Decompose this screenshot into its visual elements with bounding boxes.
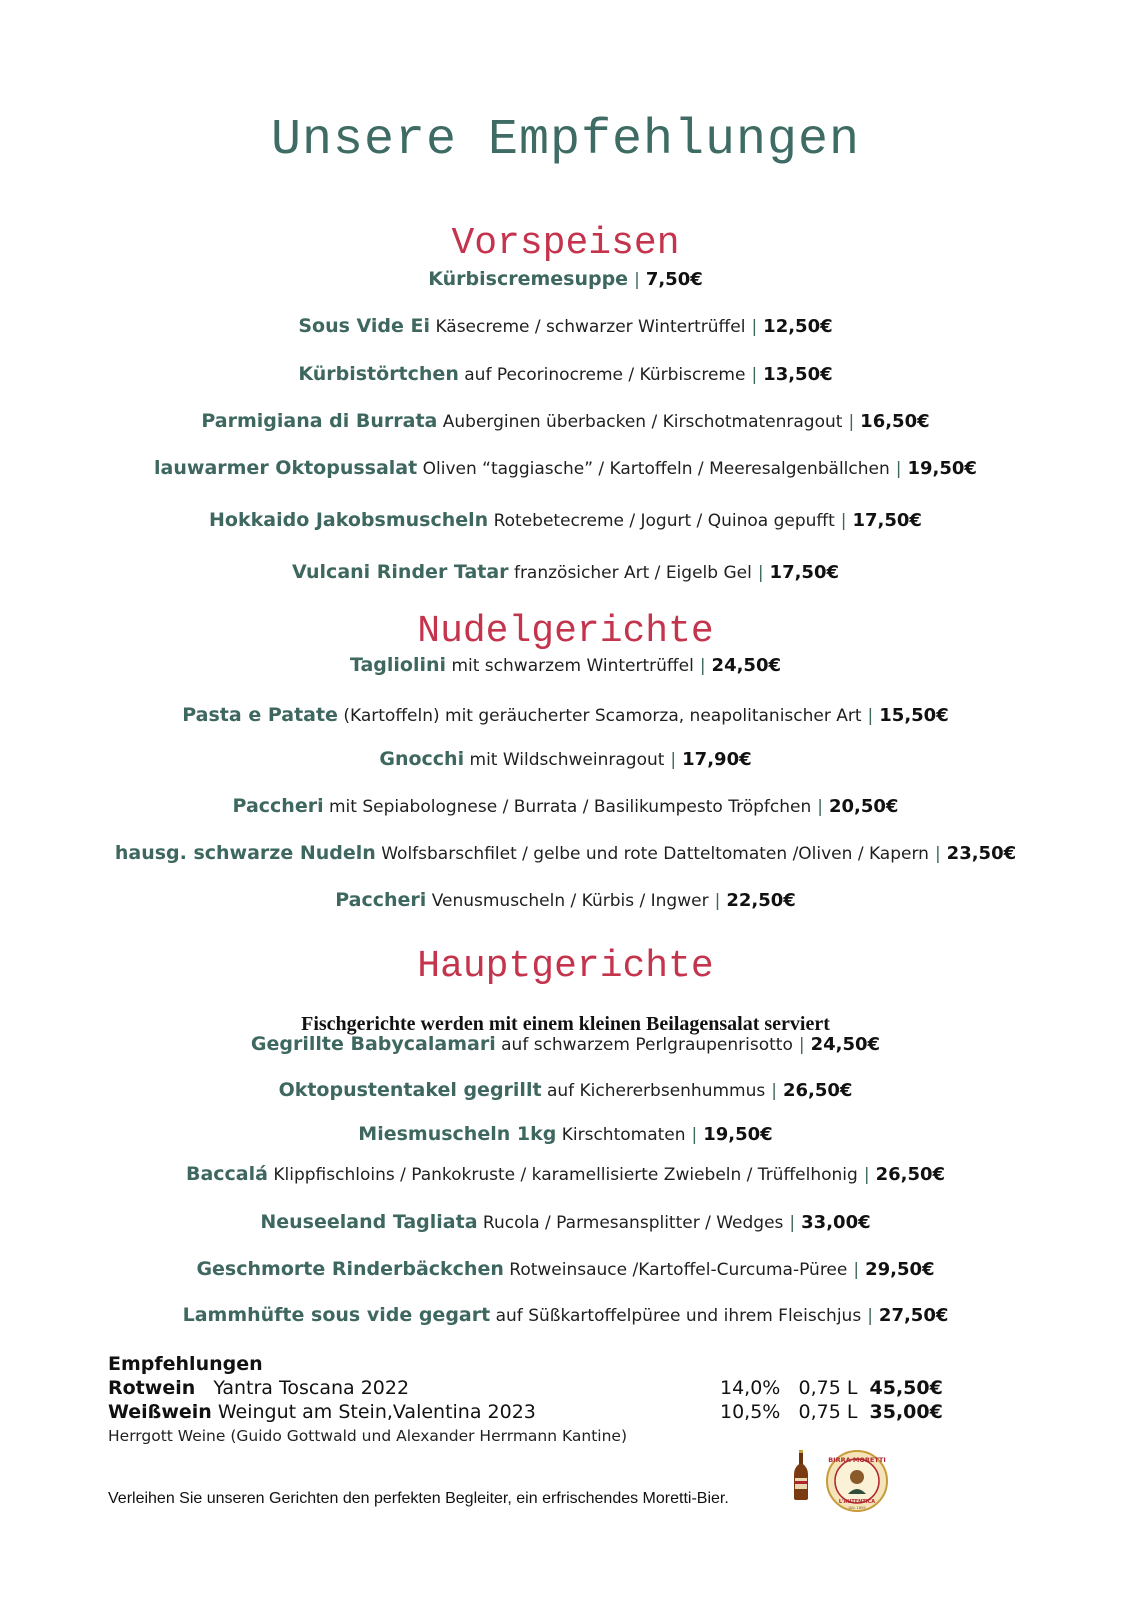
item-name: Vulcani Rinder Tatar [291, 561, 509, 583]
menu-item [0, 748, 1131, 770]
wine-red-details: 14,0% 0,75 L 45,50€ [720, 1377, 943, 1399]
item-name: Kürbistörtchen [298, 363, 459, 385]
item-name: Miesmuscheln 1kg [358, 1123, 557, 1145]
item-price: 17,50€ [852, 510, 922, 531]
item-price: 20,50€ [829, 796, 899, 817]
item-description: Rucola / Parmesansplitter / Wedges [482, 1213, 784, 1233]
item-description: Auberginen überbacken / Kirschotmatenragout [442, 412, 843, 432]
price-separator: | [789, 1213, 796, 1233]
item-price: 7,50€ [645, 269, 703, 290]
item-price: 33,00€ [801, 1212, 871, 1233]
item-price: 23,50€ [946, 843, 1017, 864]
item-name: Lammhüfte sous vide gegart [182, 1304, 491, 1326]
wine-white-details: 10,5% 0,75 L 35,00€ [720, 1401, 943, 1423]
price-separator: | [670, 750, 677, 770]
item-price: 26,50€ [782, 1080, 853, 1101]
menu-item [0, 1304, 1131, 1326]
item-name: Tagliolini [349, 654, 447, 676]
section-hauptgerichte: Hauptgerichte [417, 945, 714, 988]
price-separator: | [634, 270, 640, 290]
logo-line2: L'AUTENTICA [838, 1499, 876, 1505]
item-price: 27,50€ [878, 1305, 949, 1326]
item-description: Käsecreme / schwarzer Wintertrüffel [435, 317, 746, 337]
menu-item [0, 561, 1131, 583]
item-price: 19,50€ [907, 458, 977, 479]
price-separator: | [840, 511, 847, 531]
footer-text: Verleihen Sie unseren Gerichten den perfekten Begleiter, ein erfrischendes Moretti-Bier. [108, 1490, 729, 1507]
item-name: Kürbiscremesuppe [428, 268, 629, 290]
item-description: auf schwarzem Perlgraupenrisotto [501, 1035, 793, 1055]
item-price: 19,50€ [703, 1124, 773, 1145]
item-name: hausg. schwarze Nudeln [114, 842, 376, 864]
menu-item [0, 1079, 1131, 1101]
item-name: lauwarmer Oktopussalat [154, 457, 418, 479]
item-description: mit Wildschweinragout [469, 750, 665, 770]
item-description: französicher Art / Eigelb Gel [513, 563, 752, 583]
price-separator: | [895, 459, 902, 479]
item-price: 26,50€ [875, 1164, 946, 1185]
price-separator: | [751, 317, 758, 337]
section-vorspeisen: Vorspeisen [451, 222, 680, 265]
wine-supplier: Herrgott Weine (Guido Gottwald und Alexander Herrmann Kantine) [108, 1427, 628, 1445]
price-separator: | [934, 844, 941, 864]
menu-item [0, 410, 1131, 432]
item-name: Oktopustentakel gegrillt [278, 1079, 542, 1101]
item-description: auf Pecorinocreme / Kürbiscreme [464, 365, 746, 385]
price-separator: | [853, 1260, 860, 1280]
menu-item [0, 842, 1131, 864]
menu-item [0, 889, 1131, 911]
birra-moretti-logo [826, 1450, 888, 1512]
item-name: Parmigiana di Burrata [201, 410, 438, 432]
price-separator: | [757, 563, 764, 583]
menu-item [0, 1033, 1131, 1055]
item-name: Hokkaido Jakobsmuscheln [209, 509, 489, 531]
menu-item [0, 1211, 1131, 1233]
item-name: Neuseeland Tagliata [260, 1211, 478, 1233]
menu-item [0, 1123, 1131, 1145]
menu-item [0, 268, 1131, 290]
item-price: 22,50€ [726, 890, 796, 911]
price-separator: | [867, 1306, 873, 1326]
wine-white-label: Weißwein [108, 1401, 212, 1423]
item-description: Rotebetecreme / Jogurt / Quinoa gepufft [493, 511, 835, 531]
wine-red [108, 1377, 409, 1399]
item-name: Pasta e Patate [182, 704, 338, 726]
item-description: Kirschtomaten [561, 1125, 686, 1145]
item-description: auf Süßkartoffelpüree und ihrem Fleischjus [495, 1306, 862, 1326]
price-separator: | [699, 656, 706, 676]
wine-red-name: Yantra Toscana 2022 [213, 1377, 410, 1399]
item-name: Geschmorte Rinderbäckchen [196, 1258, 504, 1280]
menu-item [0, 363, 1131, 385]
menu-item [0, 1163, 1131, 1185]
price-separator: | [848, 412, 855, 432]
beer-bottle-icon [792, 1450, 810, 1500]
price-separator: | [798, 1035, 805, 1055]
item-description: mit schwarzem Wintertrüffel [451, 656, 694, 676]
item-description: auf Kichererbsenhummus [546, 1081, 766, 1101]
item-price: 13,50€ [763, 364, 833, 385]
menu-item [0, 795, 1131, 817]
item-price: 24,50€ [810, 1034, 881, 1055]
item-name: Gegrillte Babycalamari [250, 1033, 496, 1055]
item-description: Wolfsbarschfilet / gelbe und rote Datteltomaten /Oliven / Kapern [381, 844, 929, 864]
section-nudelgerichte: Nudelgerichte [417, 610, 714, 653]
price-separator: | [863, 1165, 870, 1185]
menu-item [0, 457, 1131, 479]
item-description: Oliven “taggiasche” / Kartoffeln / Meeresalgenbällchen [422, 459, 890, 479]
price-separator: | [691, 1125, 698, 1145]
item-price: 17,50€ [769, 562, 840, 583]
item-description: Venusmuscheln / Kürbis / Ingwer [431, 891, 709, 911]
item-name: Baccalá [185, 1163, 268, 1185]
wine-heading: Empfehlungen [108, 1353, 263, 1375]
item-price: 16,50€ [860, 411, 930, 432]
fish-note: Fischgerichte werden mit einem kleinen Beilagensalat serviert [301, 1013, 830, 1035]
logo-line1: BIRRA MORETTI [828, 1456, 886, 1464]
item-name: Paccheri [232, 795, 324, 817]
item-name: Paccheri [335, 889, 427, 911]
price-separator: | [771, 1081, 777, 1101]
item-price: 12,50€ [763, 316, 833, 337]
item-price: 29,50€ [865, 1259, 935, 1280]
menu-item [0, 1258, 1131, 1280]
menu-item [0, 315, 1131, 337]
wine-red-label: Rotwein [108, 1377, 196, 1399]
price-separator: | [714, 891, 721, 911]
item-description: Rotweinsauce /Kartoffel-Curcuma-Püree [509, 1260, 848, 1280]
item-description: mit Sepiabolognese / Burrata / Basilikumpesto Tröpfchen [329, 797, 812, 817]
price-separator: | [751, 365, 758, 385]
item-price: 17,90€ [682, 749, 752, 770]
logo-line3: DAL 1859 [848, 1506, 866, 1510]
price-separator: | [867, 706, 874, 726]
page-title: Unsere Empfehlungen [270, 112, 861, 169]
item-description: Klippfischloins / Pankokruste / karamellisierte Zwiebeln / Trüffelhonig [273, 1165, 858, 1185]
wine-white-name: Weingut am Stein,Valentina 2023 [217, 1401, 536, 1423]
item-name: Sous Vide Ei [298, 315, 431, 337]
item-description: (Kartoffeln) mit geräucherter Scamorza, neapolitanischer Art [343, 706, 862, 726]
menu-item [0, 654, 1131, 676]
menu-item [0, 509, 1131, 531]
item-price: 24,50€ [711, 655, 782, 676]
wine-white [108, 1401, 536, 1423]
price-separator: | [817, 797, 823, 817]
menu-item [0, 704, 1131, 726]
item-price: 15,50€ [879, 705, 949, 726]
item-name: Gnocchi [379, 748, 465, 770]
